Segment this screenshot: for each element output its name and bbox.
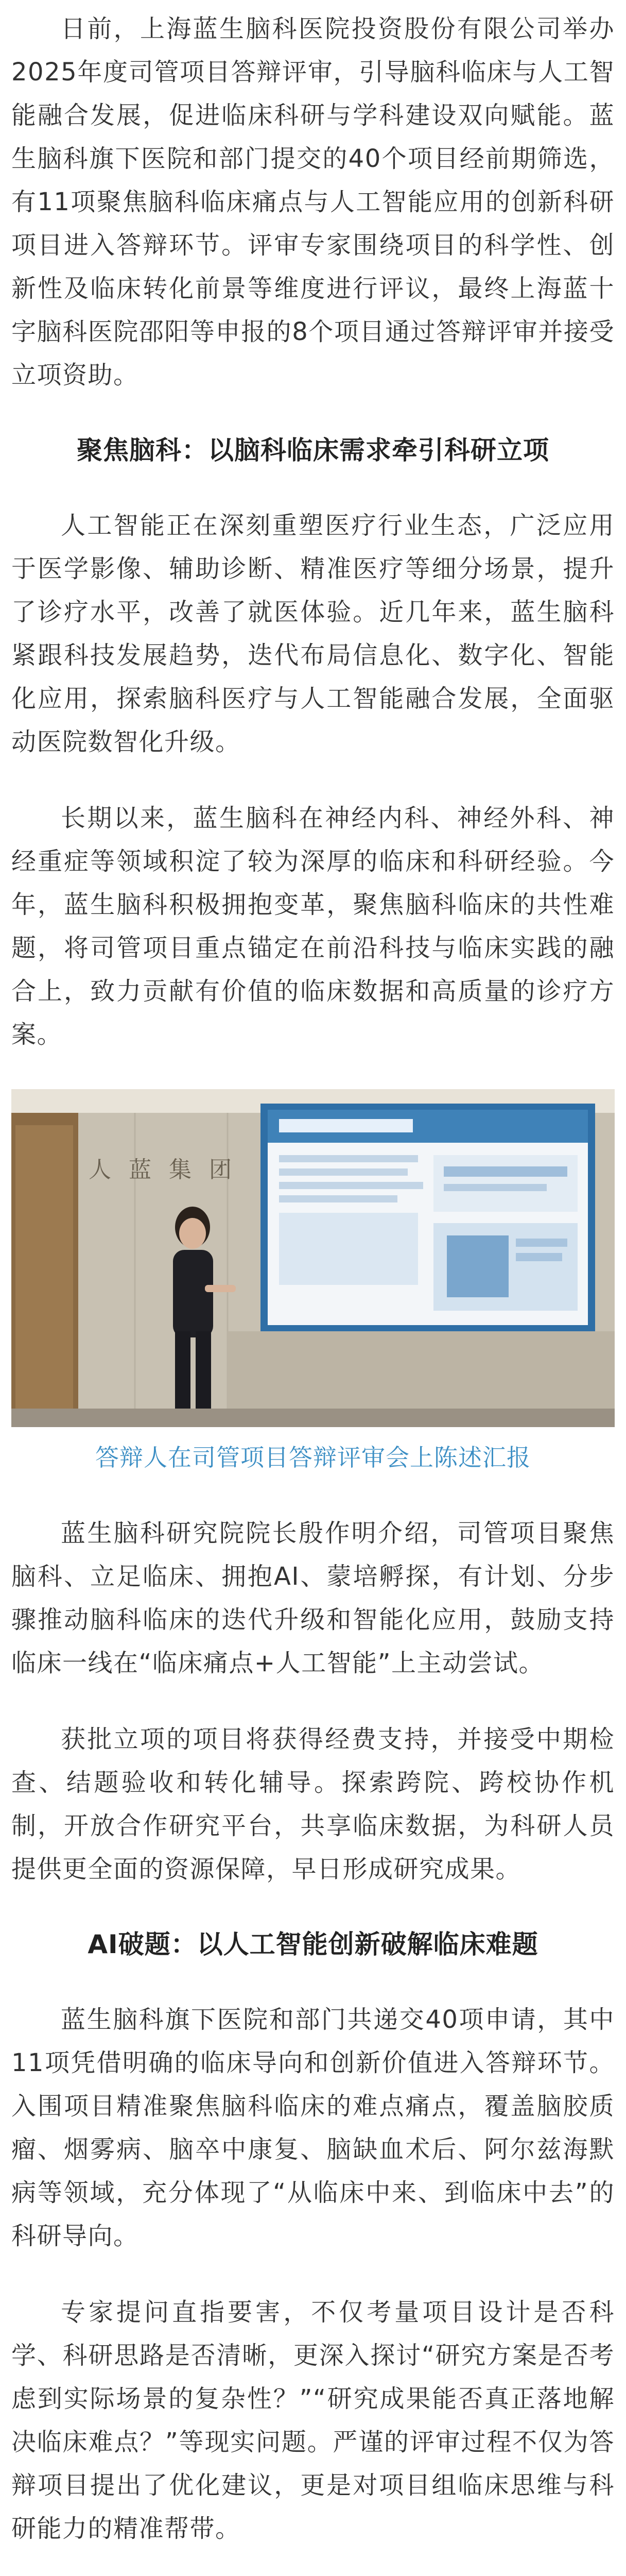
- wall-logo-text: 人 蓝 集 团: [89, 1157, 237, 1183]
- intro-paragraph: 日前，上海蓝生脑科医院投资股份有限公司举办2025年度司管项目答辩评审，引导脑科临床与人工智能融合发展，促进临床科研与学科建设双向赋能。蓝生脑科旗下医院和部门提交的40个项目经前期筛选，有11项聚焦脑科临床痛点与人工智能应用的创新科研项目进入答辩环节。评审专家围绕项目的科学性、创新性及临床转化前景等维度进行评议，最终上海蓝十字脑科医院邵阳等申报的8个项目通过答辩评审并接受立项资助。: [11, 14, 615, 389]
- presentation-photo: [11, 1089, 615, 1427]
- section1-paragraph-2: 长期以来，蓝生脑科在神经内科、神经外科、神经重症等领域积淀了较为深厚的临床和科研经验。今年，蓝生脑科积极拥抱变革，聚焦脑科临床的共性难题，将司管项目重点锚定在前沿科技与临床实践的融合上，致力贡献有价值的临床数据和高质量的诊疗方案。: [11, 804, 615, 1049]
- section1-paragraph-4: 获批立项的项目将获得经费支持，并接受中期检查、结题验收和转化辅导。探索跨院、跨校协作机制，开放合作研究平台，共享临床数据，为科研人员提供更全面的资源保障，早日形成研究成果。: [11, 1725, 615, 1884]
- section2-paragraph-2: 专家提问直指要害，不仅考量项目设计是否科学、科研思路是否清晰，更深入探讨“研究方案是否考虑到实际场景的复杂性？”“研究成果能否真正落地解决临床难点？”等现实问题。严谨的评审过程不仅为答辩项目提出了优化建议，更是对项目组临床思维与科研能力的精准帮带。: [11, 2298, 615, 2543]
- section1-paragraph-3: 蓝生脑科研究院院长殷作明介绍，司管项目聚焦脑科、立足临床、拥抱AI、蒙培孵探，有计划、分步骤推动脑科临床的迭代升级和智能化应用，鼓励支持临床一线在“临床痛点+人工智能”上主动尝试。: [11, 1519, 615, 1677]
- section-heading-ai: AI破题：以人工智能创新破解临床难题: [88, 1929, 538, 1959]
- section1-paragraph-1: 人工智能正在深刻重塑医疗行业生态，广泛应用于医学影像、辅助诊断、精准医疗等细分场景，提升了诊疗水平，改善了就医体验。近几年来，蓝生脑科紧跟科技发展趋势，迭代布局信息化、数字化、智能化应用，探索脑科医疗与人工智能融合发展，全面驱动医院数智化升级。: [11, 511, 615, 756]
- presentation-photo-icon: [11, 1089, 615, 1427]
- photo-caption: 答辩人在司管项目答辩评审会上陈述汇报: [95, 1444, 531, 1471]
- section2-paragraph-1: 蓝生脑科旗下医院和部门共递交40项申请，其中11项凭借明确的临床导向和创新价值进入答辩环节。入围项目精准聚焦脑科临床的难点痛点，覆盖脑胶质瘤、烟雾病、脑卒中康复、脑缺血术后、阿尔兹海默病等领域，充分体现了“从临床中来、到临床中去”的科研导向。: [11, 2005, 615, 2250]
- section-heading-focus: 聚焦脑科：以脑科临床需求牵引科研立项: [77, 435, 549, 465]
